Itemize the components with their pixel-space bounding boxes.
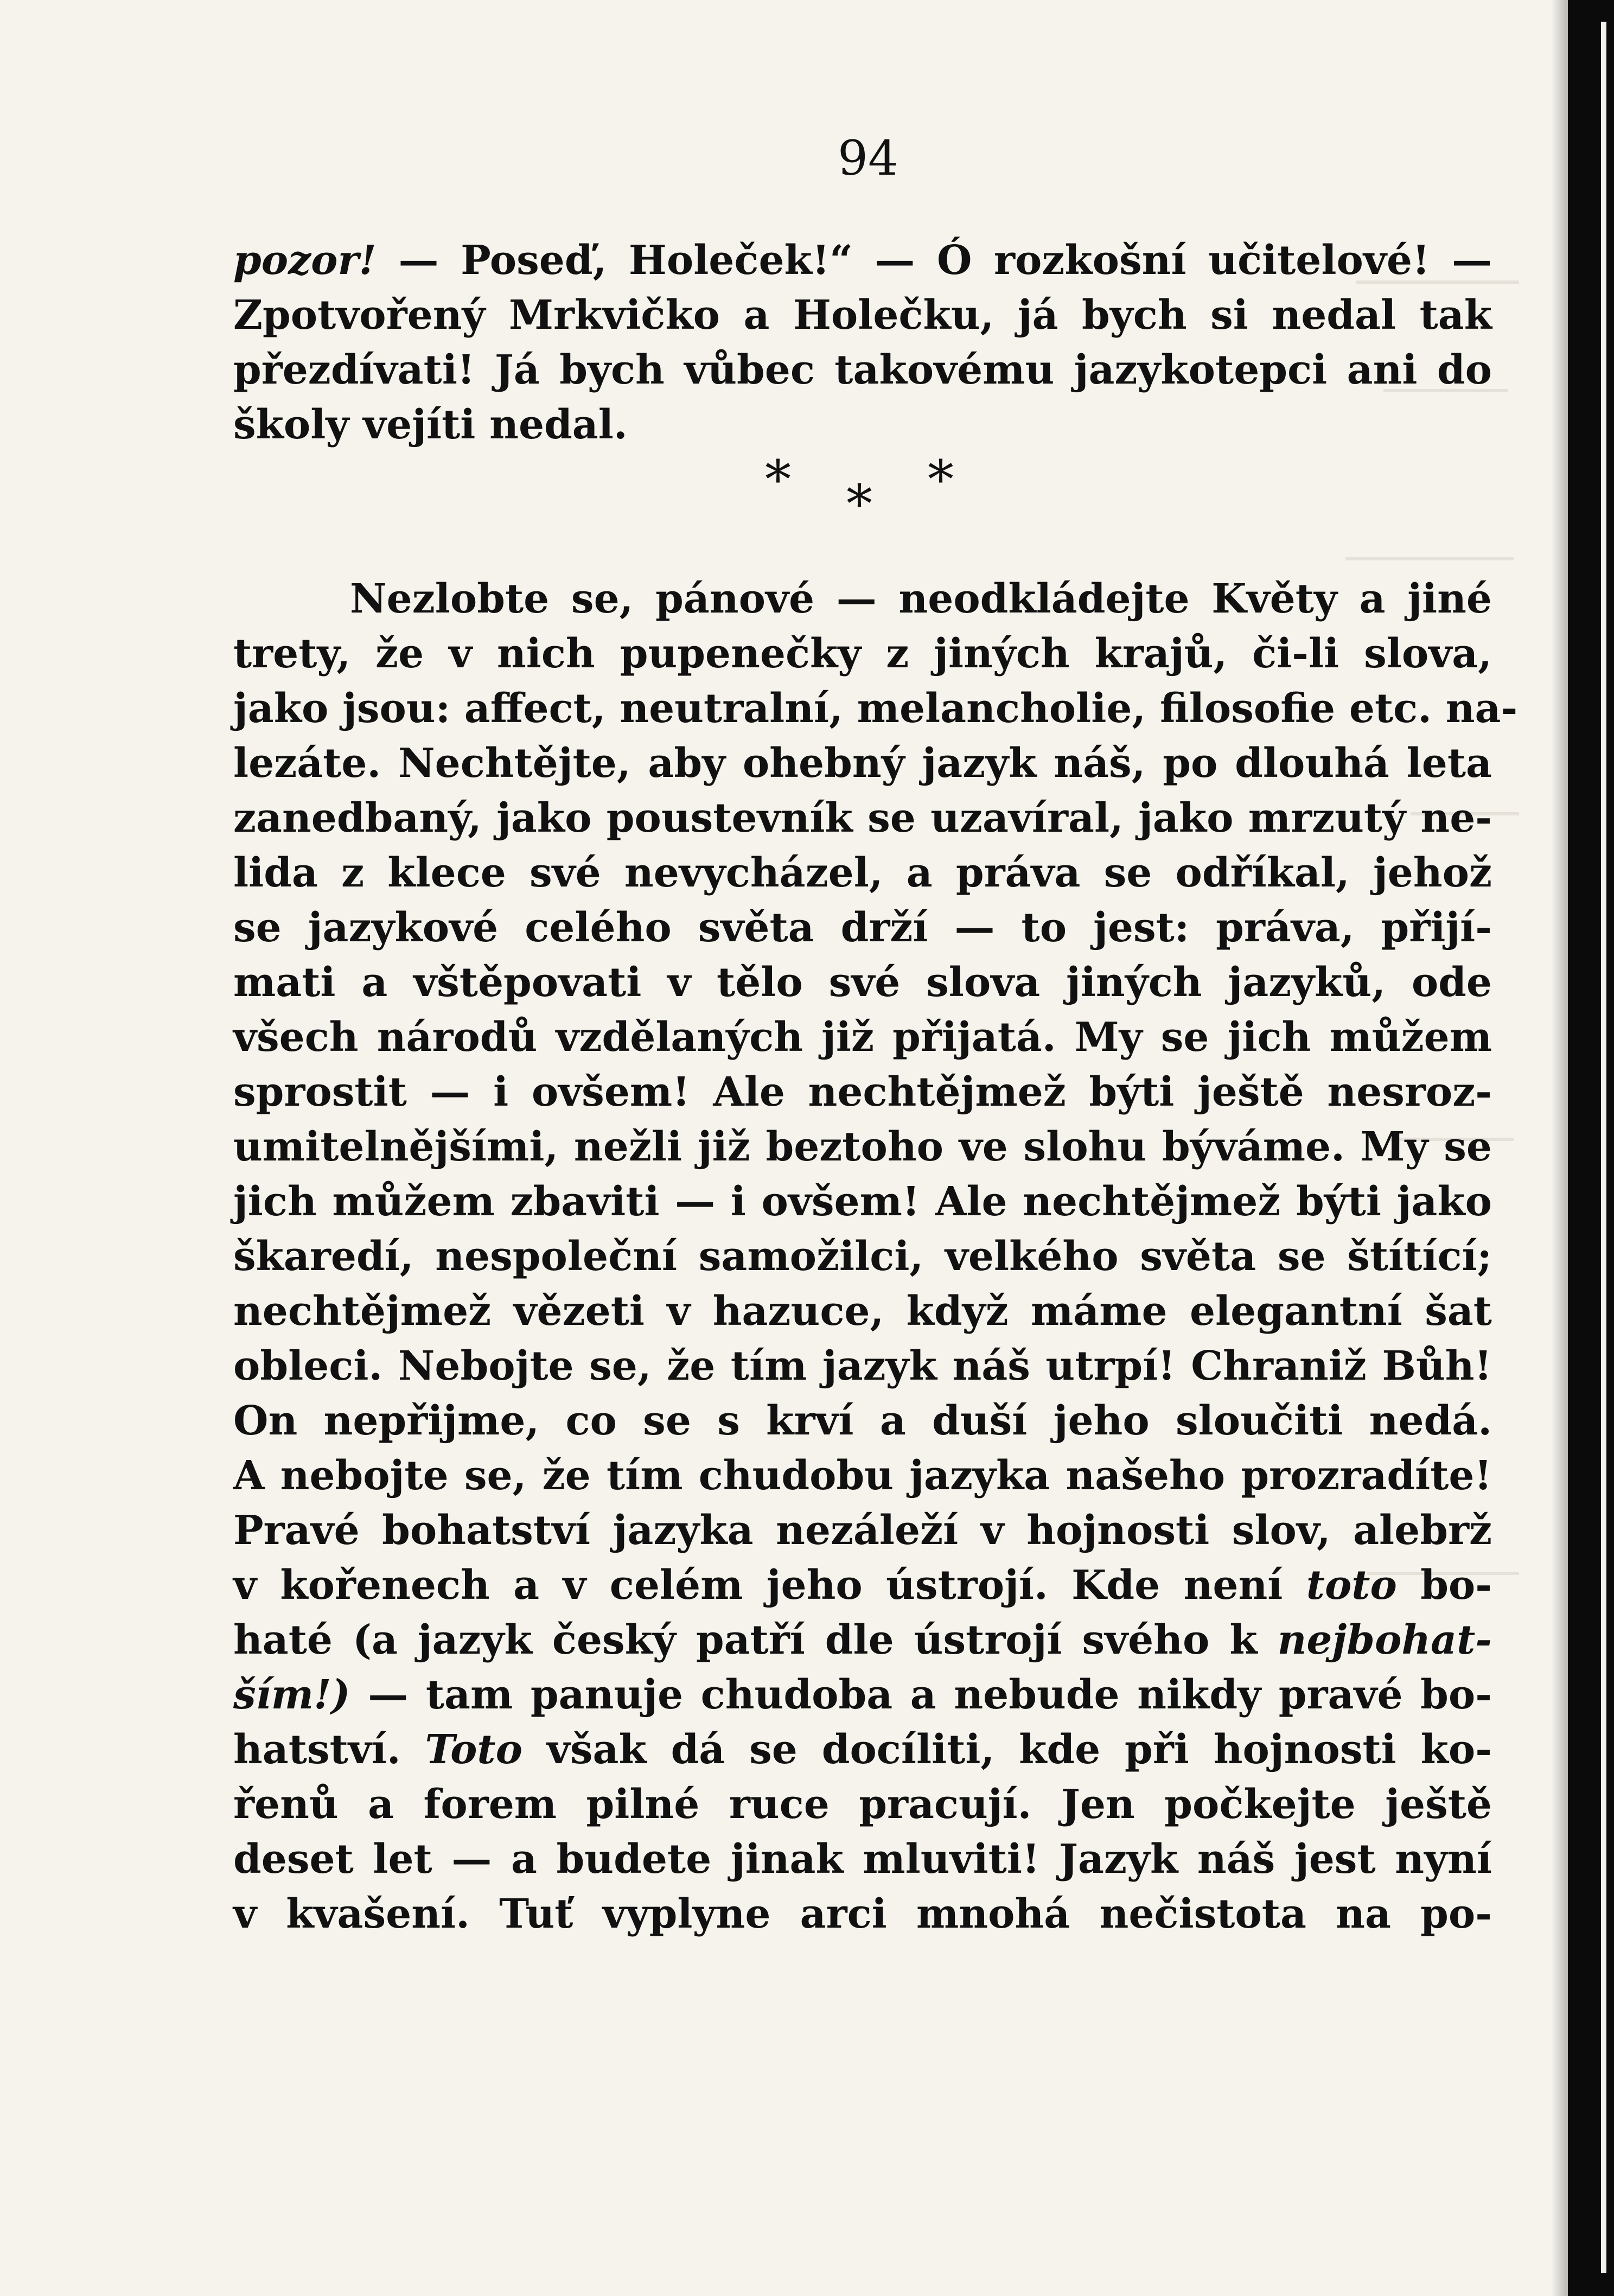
asterisk: * (846, 474, 872, 534)
text-line: v kvašení. Tuť vyplyne arci mnohá nečistota na po- (233, 1891, 1492, 1937)
text-line: lida z klece své nevycházel, a práva se odříkal, jehož (233, 850, 1492, 896)
text-line: ším!) — tam panuje chudoba a nebude nikdy pravé bo- (233, 1672, 1492, 1718)
text-line: On nepřijme, co se s krví a duší jeho sloučiti nedá. (233, 1398, 1492, 1444)
page-edge (1601, 22, 1606, 2273)
italic-word: nejbohat- (1277, 1617, 1492, 1663)
text-line: Pravé bohatství jazyka nezáleží v hojnosti slov, alebrž (233, 1507, 1492, 1554)
text-line: Zpotvořený Mrkvičko a Holečku, já bych si nedal tak (233, 292, 1492, 339)
text-line: lezáte. Nechtějte, aby ohebný jazyk náš, po dlouhá leta (233, 740, 1492, 787)
text-line: řenů a forem pilné ruce pracují. Jen počkejte ještě (233, 1781, 1492, 1828)
text-line: přezdívati! Já bych vůbec takovému jazykotepci ani do (233, 347, 1492, 393)
italic-word: toto (1306, 1562, 1397, 1609)
text-line: v kořenech a v celém jeho ústrojí. Kde není toto bo- (233, 1562, 1492, 1609)
text-line: obleci. Nebojte se, že tím jazyk náš utrpí! Chraniž Bůh! (233, 1343, 1492, 1389)
paragraph (233, 233, 1492, 452)
text-line: Nezlobte se, pánové — neodkládejte Květy a jiné (350, 576, 1492, 622)
body-text (233, 233, 1518, 1942)
text-line: trety, že v nich pupenečky z jiných krajů, či-li slova, (233, 630, 1492, 677)
asterisk: * (765, 449, 791, 510)
italic-word: pozor! (233, 237, 377, 284)
paragraph (233, 572, 1518, 1942)
page-number: 94 (838, 130, 898, 186)
text-line: školy vejíti nedal. (233, 401, 628, 448)
text-line: se jazykové celého světa drží — to jest: práva, přijí- (233, 904, 1492, 951)
scan-border (1568, 0, 1614, 2296)
text-line: nechtějmež vězeti v hazuce, když máme elegantní šat (233, 1288, 1492, 1335)
text-line: hatství. Toto však dá se docíliti, kde při hojnosti ko- (233, 1726, 1492, 1773)
text-line: sprostit — i ovšem! Ale nechtějmež býti ještě nesroz- (233, 1069, 1492, 1115)
text-line: pozor! — Poseď, Holeček!“ — Ó rozkošní učitelové! — (233, 237, 1492, 284)
italic-word: ším!) (233, 1672, 350, 1718)
text-line: haté (a jazyk český patří dle ústrojí svého k nejbohat- (233, 1617, 1492, 1663)
text-line: zanedbaný, jako poustevník se uzavíral, jako mrzutý ne- (233, 795, 1492, 841)
text-line: jako jsou: affect, neutralní, melancholie, filosofie etc. na- (233, 685, 1518, 732)
italic-word: Toto (425, 1726, 522, 1773)
text-line: všech národů vzdělaných již přijatá. My se jich můžem (233, 1014, 1492, 1061)
text-line: mati a vštěpovati v tělo své slova jiných jazyků, ode (233, 959, 1492, 1006)
text-line: jich můžem zbaviti — i ovšem! Ale nechtějmež býti jako (233, 1178, 1492, 1225)
text-line: deset let — a budete jinak mluviti! Jazyk náš jest nyní (233, 1836, 1492, 1883)
text-line: škaredí, nespoleční samožilci, velkého světa se štítící; (233, 1233, 1492, 1280)
text-line: umitelnějšími, nežli již beztoho ve slohu býváme. My se (233, 1124, 1492, 1170)
asterisk: * (928, 449, 954, 510)
section-break (233, 449, 1492, 572)
text-line: A nebojte se, že tím chudobu jazyka našeho prozradíte! (233, 1452, 1492, 1499)
